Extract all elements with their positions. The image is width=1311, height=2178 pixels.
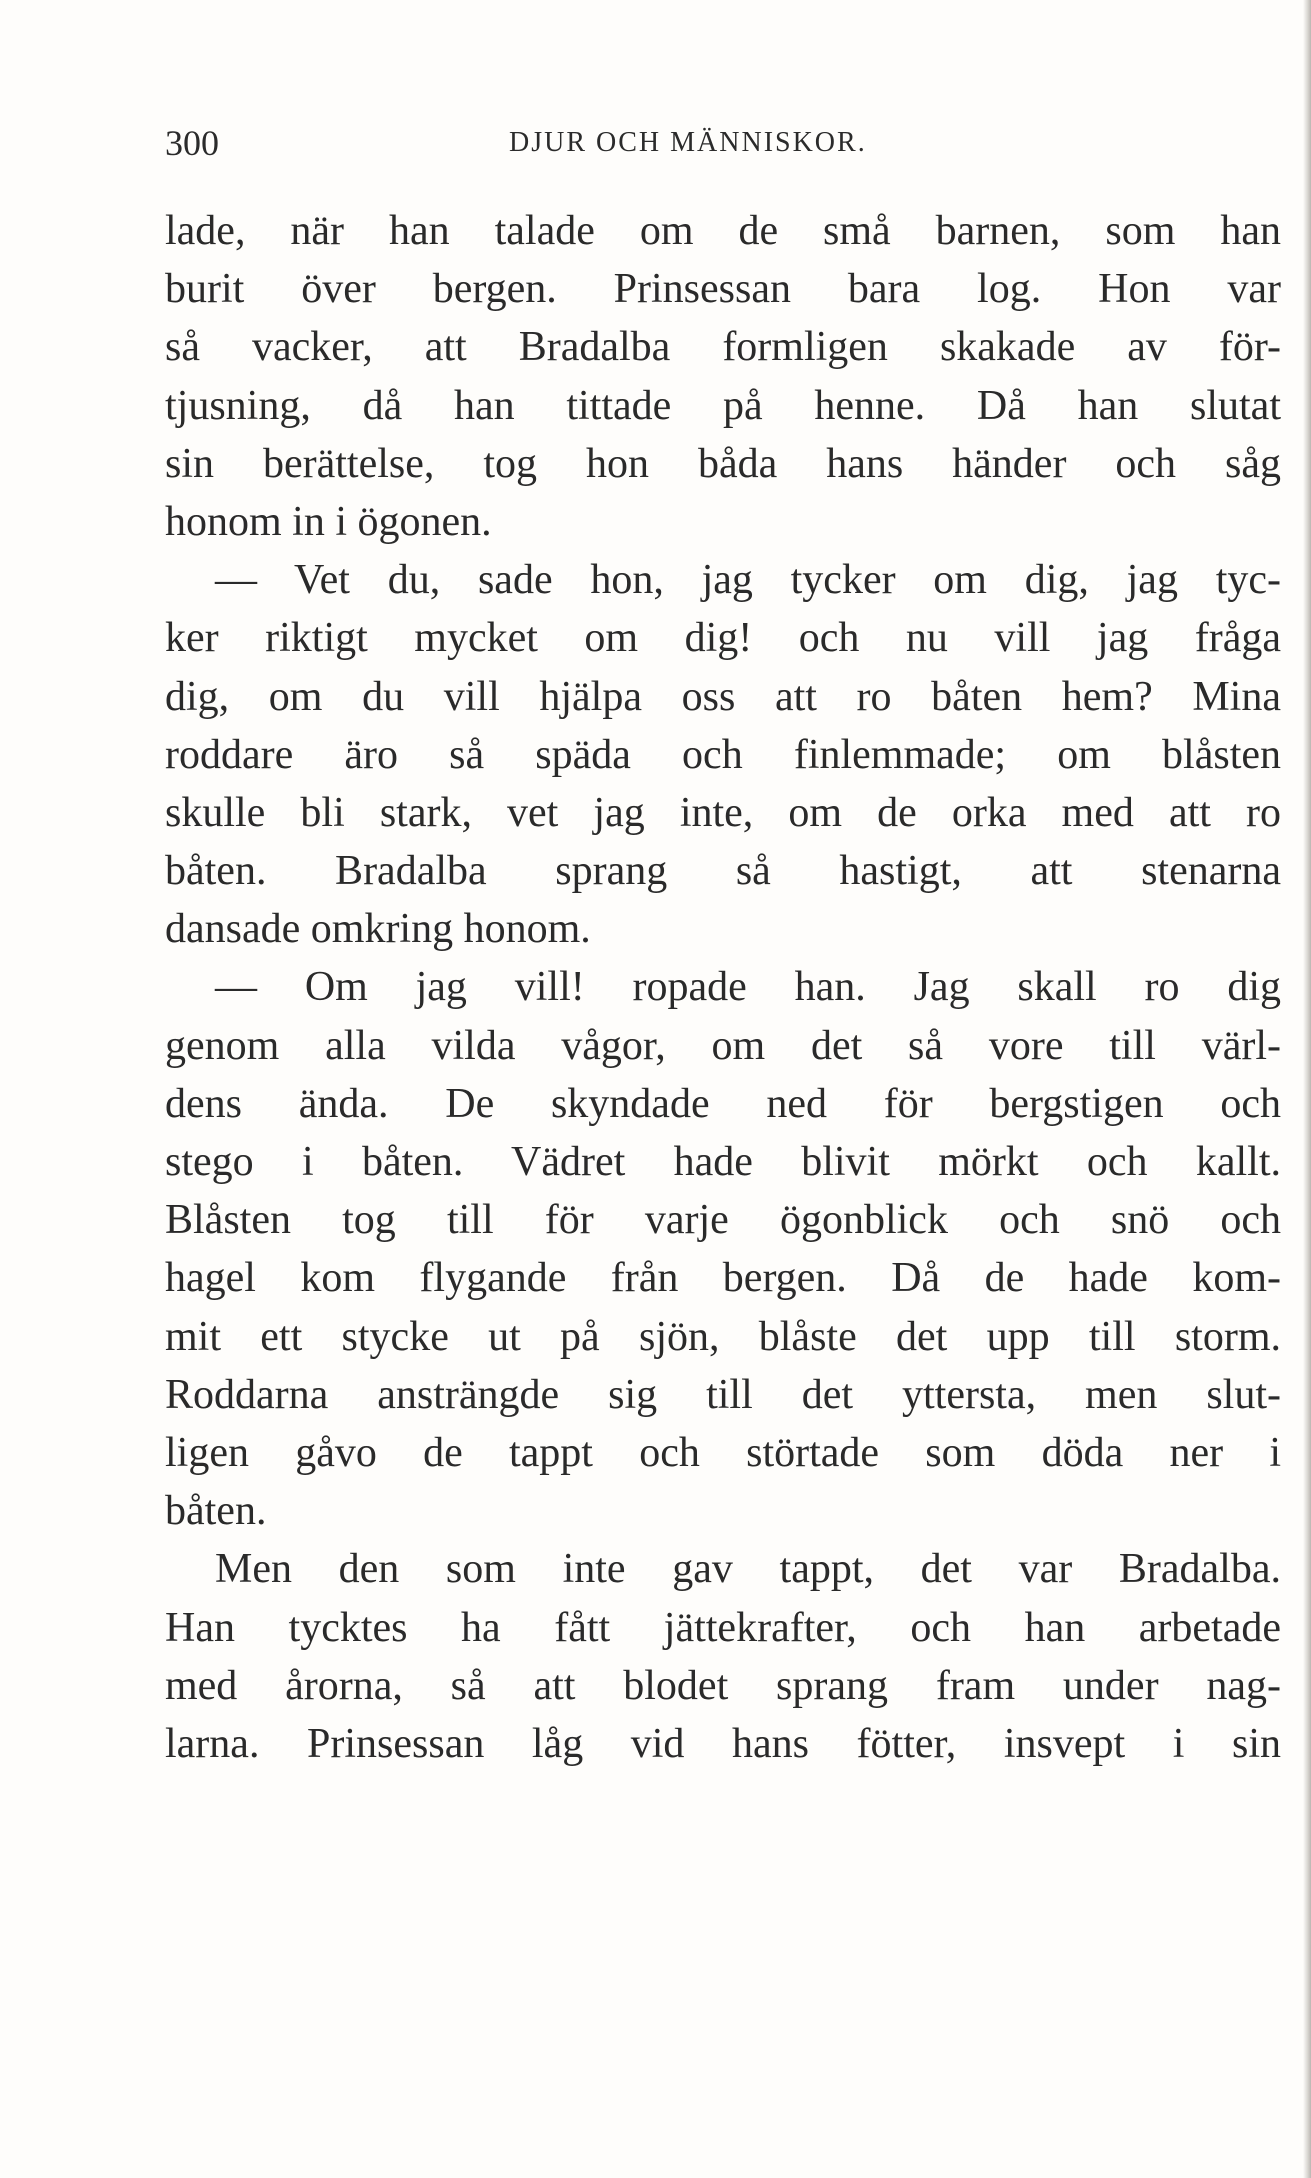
page-edge-shadow <box>1303 0 1311 2178</box>
text-line: hagel kom flygande från bergen. Då de hade kom- <box>165 1255 1281 1302</box>
page-header <box>165 118 1281 168</box>
text-line: tjusning, då han tittade på henne. Då han slutat <box>165 382 1281 429</box>
page-number: 300 <box>165 123 219 163</box>
text-line: skulle bli stark, vet jag inte, om de orka med att ro <box>165 789 1281 836</box>
text-line: båten. Bradalba sprang så hastigt, att stenarna <box>165 848 1281 895</box>
running-title: DJUR OCH MÄNNISKOR. <box>509 127 867 158</box>
text-line: burit över bergen. Prinsessan bara log. Hon var <box>165 266 1281 313</box>
body-text <box>165 202 1281 1773</box>
text-line: mit ett stycke ut på sjön, blåste det upp till storm. <box>165 1313 1281 1360</box>
text-line: — Vet du, sade hon, jag tycker om dig, jag tyc- <box>215 557 1281 604</box>
text-line: med årorna, så att blodet sprang fram under nag- <box>165 1662 1281 1709</box>
text-line: så vacker, att Bradalba formligen skakade av för- <box>165 324 1281 371</box>
text-line: dig, om du vill hjälpa oss att ro båten hem? Mina <box>165 673 1281 720</box>
text-line: Han tycktes ha fått jättekrafter, och han arbetade <box>165 1604 1281 1651</box>
text-line: roddare äro så späda och finlemmade; om blåsten <box>165 731 1281 778</box>
text-line: lade, när han talade om de små barnen, som han <box>165 208 1281 254</box>
text-line: Blåsten tog till för varje ögonblick och snö och <box>165 1197 1281 1244</box>
text-line: stego i båten. Vädret hade blivit mörkt och kallt. <box>165 1139 1281 1185</box>
text-line: dens ända. De skyndade ned för bergstigen och <box>165 1080 1281 1127</box>
text-line: dansade omkring honom. <box>165 906 591 953</box>
text-line: genom alla vilda vågor, om det så vore till värl- <box>165 1022 1281 1069</box>
text-line: ker riktigt mycket om dig! och nu vill jag fråga <box>165 615 1281 662</box>
text-line: Roddarna ansträngde sig till det yttersta, men slut- <box>165 1371 1281 1418</box>
text-line: Men den som inte gav tappt, det var Bradalba. <box>215 1546 1281 1593</box>
text-line: ligen gåvo de tappt och störtade som döda ner i <box>165 1429 1281 1476</box>
text-line: båten. <box>165 1488 267 1535</box>
text-line: larna. Prinsessan låg vid hans fötter, insvept i sin <box>165 1720 1281 1767</box>
text-line: — Om jag vill! ropade han. Jag skall ro dig <box>215 964 1281 1011</box>
text-line: honom in i ögonen. <box>165 498 492 545</box>
text-line: sin berättelse, tog hon båda hans händer och såg <box>165 440 1281 487</box>
